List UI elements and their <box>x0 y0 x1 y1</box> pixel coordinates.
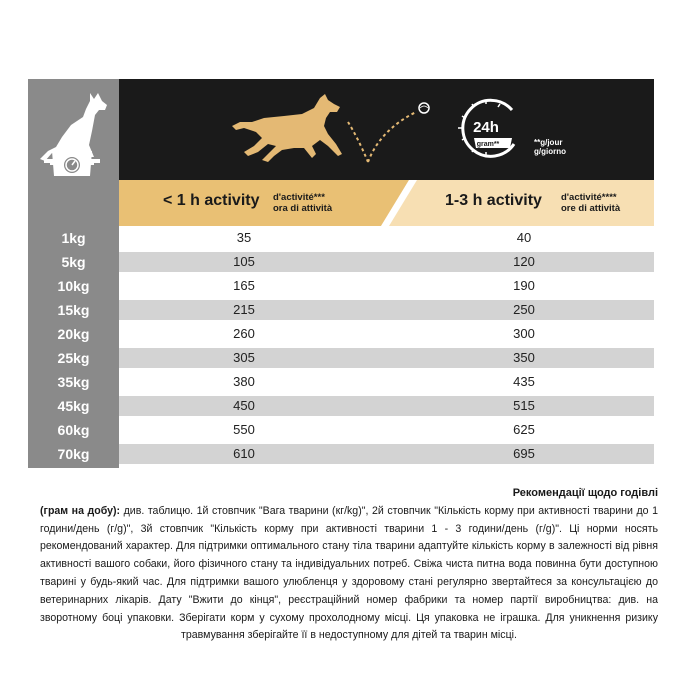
weight-label: 35kg <box>57 374 90 390</box>
high-activity-value: 435 <box>513 374 535 389</box>
low-activity-value: 305 <box>233 350 255 365</box>
weight-label: 1kg <box>61 230 86 246</box>
table-row <box>28 394 654 418</box>
weight-label: 45kg <box>57 398 90 414</box>
clock-24h-icon <box>448 94 528 166</box>
ball-trajectory-icon <box>344 100 434 170</box>
table-row <box>28 274 654 298</box>
low-activity-value: 450 <box>233 398 255 413</box>
row-cells <box>119 372 654 392</box>
weight-label: 20kg <box>57 326 90 342</box>
low-activity-label: < 1 h activity <box>163 192 260 209</box>
low-activity-sub: d'activité*** ora di attività <box>273 192 333 214</box>
low-activity-value: 260 <box>233 326 255 341</box>
low-activity-value: 610 <box>233 446 255 461</box>
high-activity-sub: d'activité**** ore di attività <box>561 192 621 214</box>
table-row <box>28 226 654 250</box>
weight-label: 15kg <box>57 302 90 318</box>
high-activity-value: 120 <box>513 254 535 269</box>
high-activity-value: 625 <box>513 422 535 437</box>
high-activity-value: 695 <box>513 446 535 461</box>
weight-label: 25kg <box>57 350 90 366</box>
low-activity-value: 165 <box>233 278 255 293</box>
low-activity-value: 550 <box>233 422 255 437</box>
high-activity-value: 250 <box>513 302 535 317</box>
row-cells <box>119 396 654 416</box>
row-cells <box>119 300 654 320</box>
weight-label: 10kg <box>57 278 90 294</box>
dog-on-scale-icon <box>28 79 119 180</box>
row-cells <box>119 324 654 344</box>
table-row <box>28 346 654 370</box>
high-activity-value: 515 <box>513 398 535 413</box>
high-activity-value: 190 <box>513 278 535 293</box>
weight-label: 60kg <box>57 422 90 438</box>
table-row <box>28 442 654 466</box>
low-activity-value: 380 <box>233 374 255 389</box>
row-cells <box>119 252 654 272</box>
low-activity-value: 35 <box>236 230 252 245</box>
row-cells <box>119 276 654 296</box>
high-activity-label: 1-3 h activity <box>445 192 542 209</box>
weight-label: 5kg <box>61 254 86 270</box>
table-row <box>28 370 654 394</box>
running-dog-icon <box>228 90 348 165</box>
weight-label: 70kg <box>57 446 90 462</box>
notes-title: Рекомендації щодо годівлі <box>512 487 658 499</box>
high-activity-value: 40 <box>516 230 532 245</box>
table-row <box>28 298 654 322</box>
row-cells <box>119 444 654 464</box>
low-activity-value: 215 <box>233 302 255 317</box>
table-row <box>28 418 654 442</box>
table-row <box>28 322 654 346</box>
notes-body: (грам на добу): див. таблицю. 1й стовпчик "Вага тварини (кг/kg)", 2й стовпчик "Кількість корму при активності тварини до 1 години/день (г/g)", 3й стовпчик "Кількість корму при активності тварини 1 - 3 години/день (г/g)". Ці норми носять рекомендований характер. Для підтримки оптимального стану тіла тварини адаптуйте кількість корму в залежності від рівня активності вашого собаки, його фізичного стану та індивідуальних потреб. Свіжа чиста питна вода повинна бути доступною тварині у будь-який час. Для підтримки вашого улюбленця у здоровому стані регулярно звертайтеся за консультацією до ветеринарних лікарів. Дату "Вжити до кінця", реєстраційний номер фабрики та номер партії виробництва: див. на зворотному боці упаковки. Зберігати корм у сухому прохолодному місці. Ця упаковка не іграшка. Для уникнення ризику травмування зберігайте її в недоступному для дітей та тварин місці. <box>40 504 658 642</box>
gram-note: **g/jour g/giorno <box>534 138 566 156</box>
table-row <box>28 250 654 274</box>
clock-unit: gram** <box>476 141 500 148</box>
row-cells <box>119 228 654 248</box>
row-cells <box>119 420 654 440</box>
feeding-notes <box>40 485 658 645</box>
clock-label: 24h <box>473 119 499 136</box>
high-activity-value: 300 <box>513 326 535 341</box>
high-activity-value: 350 <box>513 350 535 365</box>
row-cells <box>119 348 654 368</box>
activity-band <box>119 180 654 226</box>
low-activity-value: 105 <box>233 254 255 269</box>
